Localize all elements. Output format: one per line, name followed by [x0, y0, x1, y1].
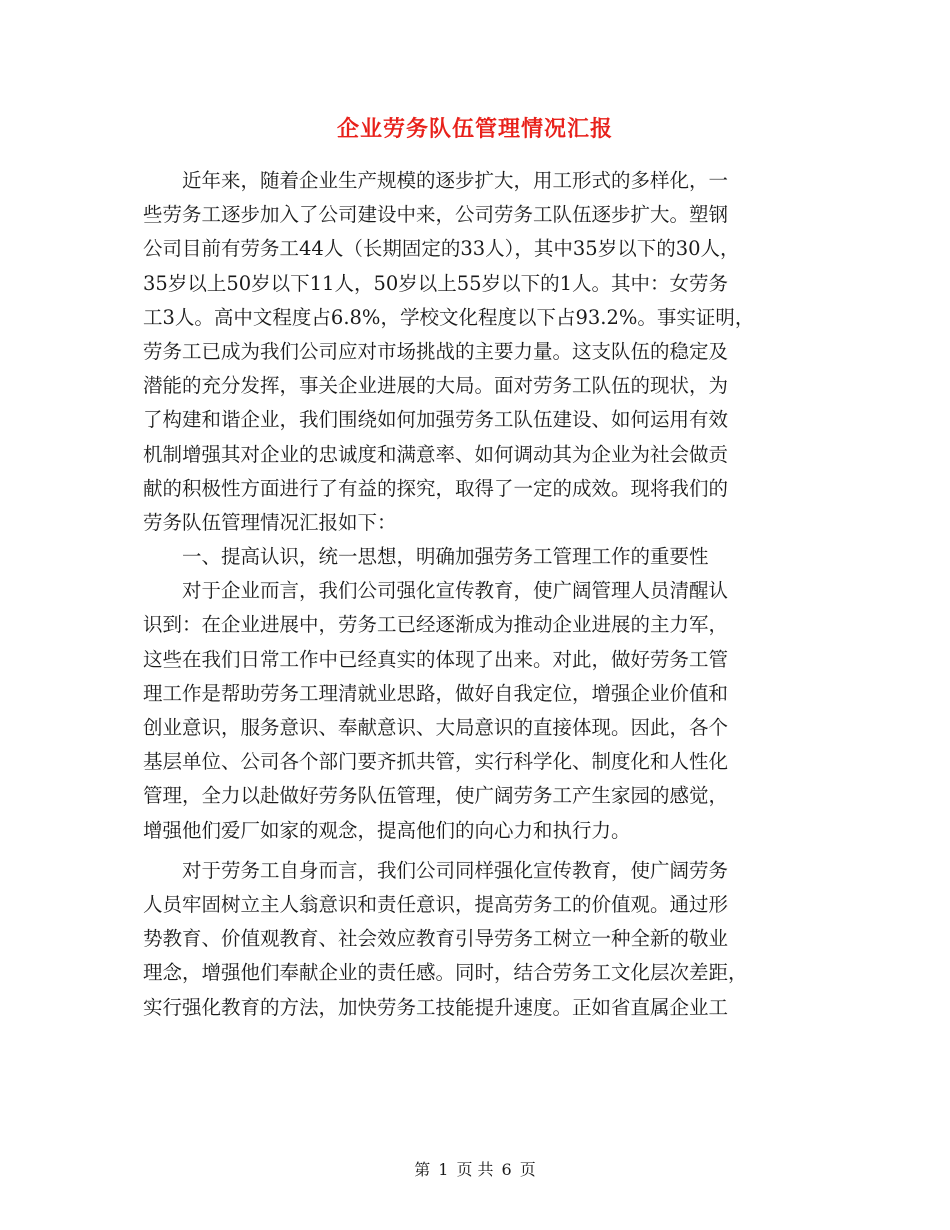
body-line: 理工作是帮助劳务工理清就业思路，做好自我定位，增强企业价值和 [143, 681, 729, 705]
body-line: 识到：在企业进展中，劳务工已经逐渐成为推动企业进展的主力军， [143, 613, 729, 637]
footer-middle: 页 共 [456, 1160, 494, 1179]
footer-total-pages: 6 [501, 1160, 512, 1179]
body-line: 劳务工已成为我们公司应对市场挑战的主要力量。这支队伍的稳定及 [143, 339, 729, 363]
body-line: 些劳务工逐步加入了公司建设中来，公司劳务工队伍逐步扩大。塑钢 [143, 203, 729, 227]
document-body [143, 164, 823, 1025]
body-line: 工3人。高中文程度占6.8%，学校文化程度以下占93.2%。事实证明， [143, 305, 755, 329]
body-line: 实行强化教育的方法，加快劳务工技能提升速度。正如省直属企业工 [143, 995, 729, 1019]
body-line: 对于劳务工自身而言，我们公司同样强化宣传教育，使广阔劳务 [143, 858, 729, 882]
body-line: 机制增强其对企业的忠诚度和满意率、如何调动其为企业为社会做贡 [143, 442, 729, 466]
body-line: 潜能的充分发挥，事关企业进展的大局。面对劳务工队伍的现状，为 [143, 374, 729, 398]
body-line: 创业意识，服务意识、奉献意识、大局意识的直接体现。因此，各个 [143, 716, 729, 739]
document-title: 企业劳务队伍管理情况汇报 [336, 116, 613, 142]
body-line: 这些在我们日常工作中已经真实的体现了出来。对此，做好劳务工管 [143, 647, 729, 671]
body-line: 人员牢固树立主人翁意识和责任意识，提高劳务工的价值观。通过形 [143, 892, 729, 916]
body-line: 献的积极性方面进行了有益的探究，取得了一定的成效。现将我们的 [143, 476, 729, 500]
body-line: 公司目前有劳务工44人（长期固定的33人），其中35岁以下的30人， [143, 237, 740, 261]
body-line: 一、提高认识，统一思想，明确加强劳务工管理工作的重要性 [143, 545, 709, 569]
footer-prefix: 第 [414, 1160, 431, 1179]
body-line: 基层单位、公司各个部门要齐抓共管，实行科学化、制度化和人性化 [143, 750, 729, 774]
page-footer [0, 1157, 950, 1180]
body-line: 理念，增强他们奉献企业的责任感。同时，结合劳务工文化层次差距， [143, 961, 748, 985]
footer-page-number: 1 [438, 1160, 449, 1179]
footer-suffix: 页 [519, 1160, 536, 1179]
body-line: 劳务队伍管理情况汇报如下： [143, 510, 397, 534]
body-line: 增强他们爱厂如家的观念，提高他们的向心力和执行力。 [143, 818, 631, 842]
body-line: 对于企业而言，我们公司强化宣传教育，使广阔管理人员清醒认 [143, 579, 729, 603]
body-line: 近年来，随着企业生产规模的逐步扩大，用工形式的多样化，一 [143, 169, 729, 192]
body-line: 势教育、价值观教育、社会效应教育引导劳务工树立一种全新的敬业 [143, 927, 729, 951]
body-line: 了构建和谐企业，我们围绕如何加强劳务工队伍建设、如何运用有效 [143, 408, 729, 432]
body-line: 35岁以上50岁以下11人，50岁以上55岁以下的1人。其中：女劳务 [143, 271, 728, 295]
body-line: 管理，全力以赴做好劳务队伍管理，使广阔劳务工产生家园的感觉， [143, 784, 729, 808]
